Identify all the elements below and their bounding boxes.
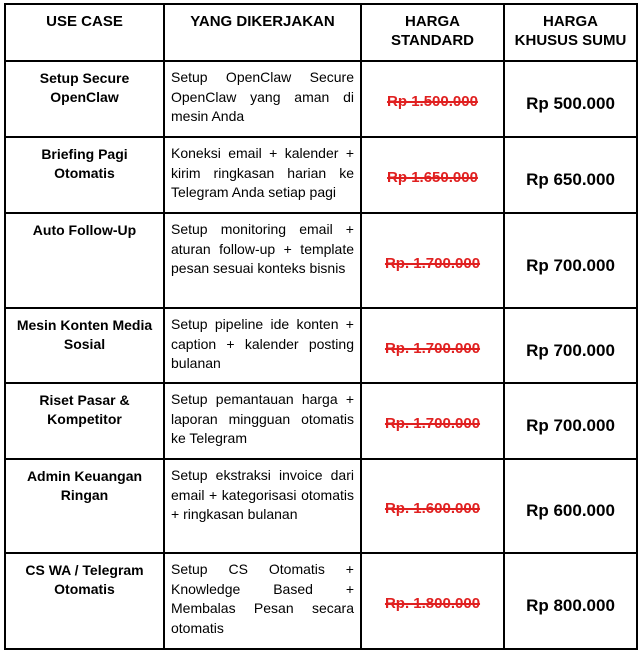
header-standard-line2: STANDARD — [390, 32, 475, 49]
standard-price-cell — [361, 459, 504, 553]
standard-price-cell — [361, 61, 504, 137]
special-price-cell — [504, 459, 637, 553]
special-price: Rp 800.000 — [526, 596, 615, 615]
pricing-table — [4, 3, 638, 650]
special-price-cell — [504, 61, 637, 137]
table-row — [5, 137, 637, 213]
table-row — [5, 459, 637, 553]
header-work: YANG DIKERJAKAN — [164, 4, 361, 61]
use-case-cell: Riset Pasar & Kompetitor — [5, 383, 164, 459]
special-price: Rp 600.000 — [526, 501, 615, 520]
special-price-cell — [504, 308, 637, 383]
description-cell: Setup CS Otomatis + Knowledge Based + Membalas Pesan secara otomatis — [164, 553, 361, 649]
special-price: Rp 700.000 — [526, 255, 615, 275]
header-special-line2: KHUSUS SUMU — [514, 32, 627, 49]
header-row — [5, 4, 637, 61]
description-cell: Koneksi email + kalender + kirim ringkasan harian ke Telegram Anda setiap pagi — [164, 137, 361, 213]
description-cell: Setup ekstraksi invoice dari email + kategorisasi otomatis + ringkasan bulanan — [164, 459, 361, 553]
header-use-case: USE CASE — [5, 4, 164, 61]
standard-price: Rp. 1.700.000 — [384, 415, 481, 432]
table-row — [5, 61, 637, 137]
standard-price: Rp. 1.800.000 — [384, 595, 481, 612]
table-row — [5, 213, 637, 308]
use-case-cell: Setup Secure OpenClaw — [5, 61, 164, 137]
table-row — [5, 383, 637, 459]
standard-price: Rp 1.650.000 — [387, 169, 478, 186]
standard-price-cell — [361, 213, 504, 308]
standard-price-cell — [361, 383, 504, 459]
special-price: Rp 700.000 — [526, 340, 615, 360]
special-price-cell — [504, 213, 637, 308]
standard-price: Rp 1.500.000 — [387, 93, 478, 110]
special-price: Rp 650.000 — [526, 170, 615, 189]
special-price-cell — [504, 383, 637, 459]
standard-price: Rp. 1.700.000 — [384, 254, 481, 272]
use-case-cell: CS WA / Telegram Otomatis — [5, 553, 164, 649]
header-special-line1: HARGA — [543, 13, 598, 30]
use-case-cell: Auto Follow-Up — [5, 213, 164, 308]
use-case-cell: Briefing Pagi Otomatis — [5, 137, 164, 213]
table-row — [5, 308, 637, 383]
table-row — [5, 553, 637, 649]
use-case-cell: Admin Keuangan Ringan — [5, 459, 164, 553]
special-price-cell — [504, 553, 637, 649]
special-price: Rp 500.000 — [526, 94, 615, 113]
special-price-cell — [504, 137, 637, 213]
description-cell: Setup OpenClaw Secure OpenClaw yang aman di mesin Anda — [164, 61, 361, 137]
standard-price-cell — [361, 553, 504, 649]
header-special-price — [504, 4, 637, 61]
standard-price: Rp. 1.600.000 — [384, 500, 481, 517]
header-standard-price — [361, 4, 504, 61]
standard-price: Rp. 1.700.000 — [384, 339, 481, 357]
description-cell: Setup monitoring email + aturan follow-up + template pesan sesuai konteks bisnis — [164, 213, 361, 308]
special-price: Rp 700.000 — [526, 416, 615, 435]
use-case-cell: Mesin Konten Media Sosial — [5, 308, 164, 383]
header-standard-line1: HARGA — [405, 13, 460, 30]
description-cell: Setup pipeline ide konten + caption + kalender posting bulanan — [164, 308, 361, 383]
standard-price-cell — [361, 308, 504, 383]
description-cell: Setup pemantauan harga + laporan mingguan otomatis ke Telegram — [164, 383, 361, 459]
standard-price-cell — [361, 137, 504, 213]
